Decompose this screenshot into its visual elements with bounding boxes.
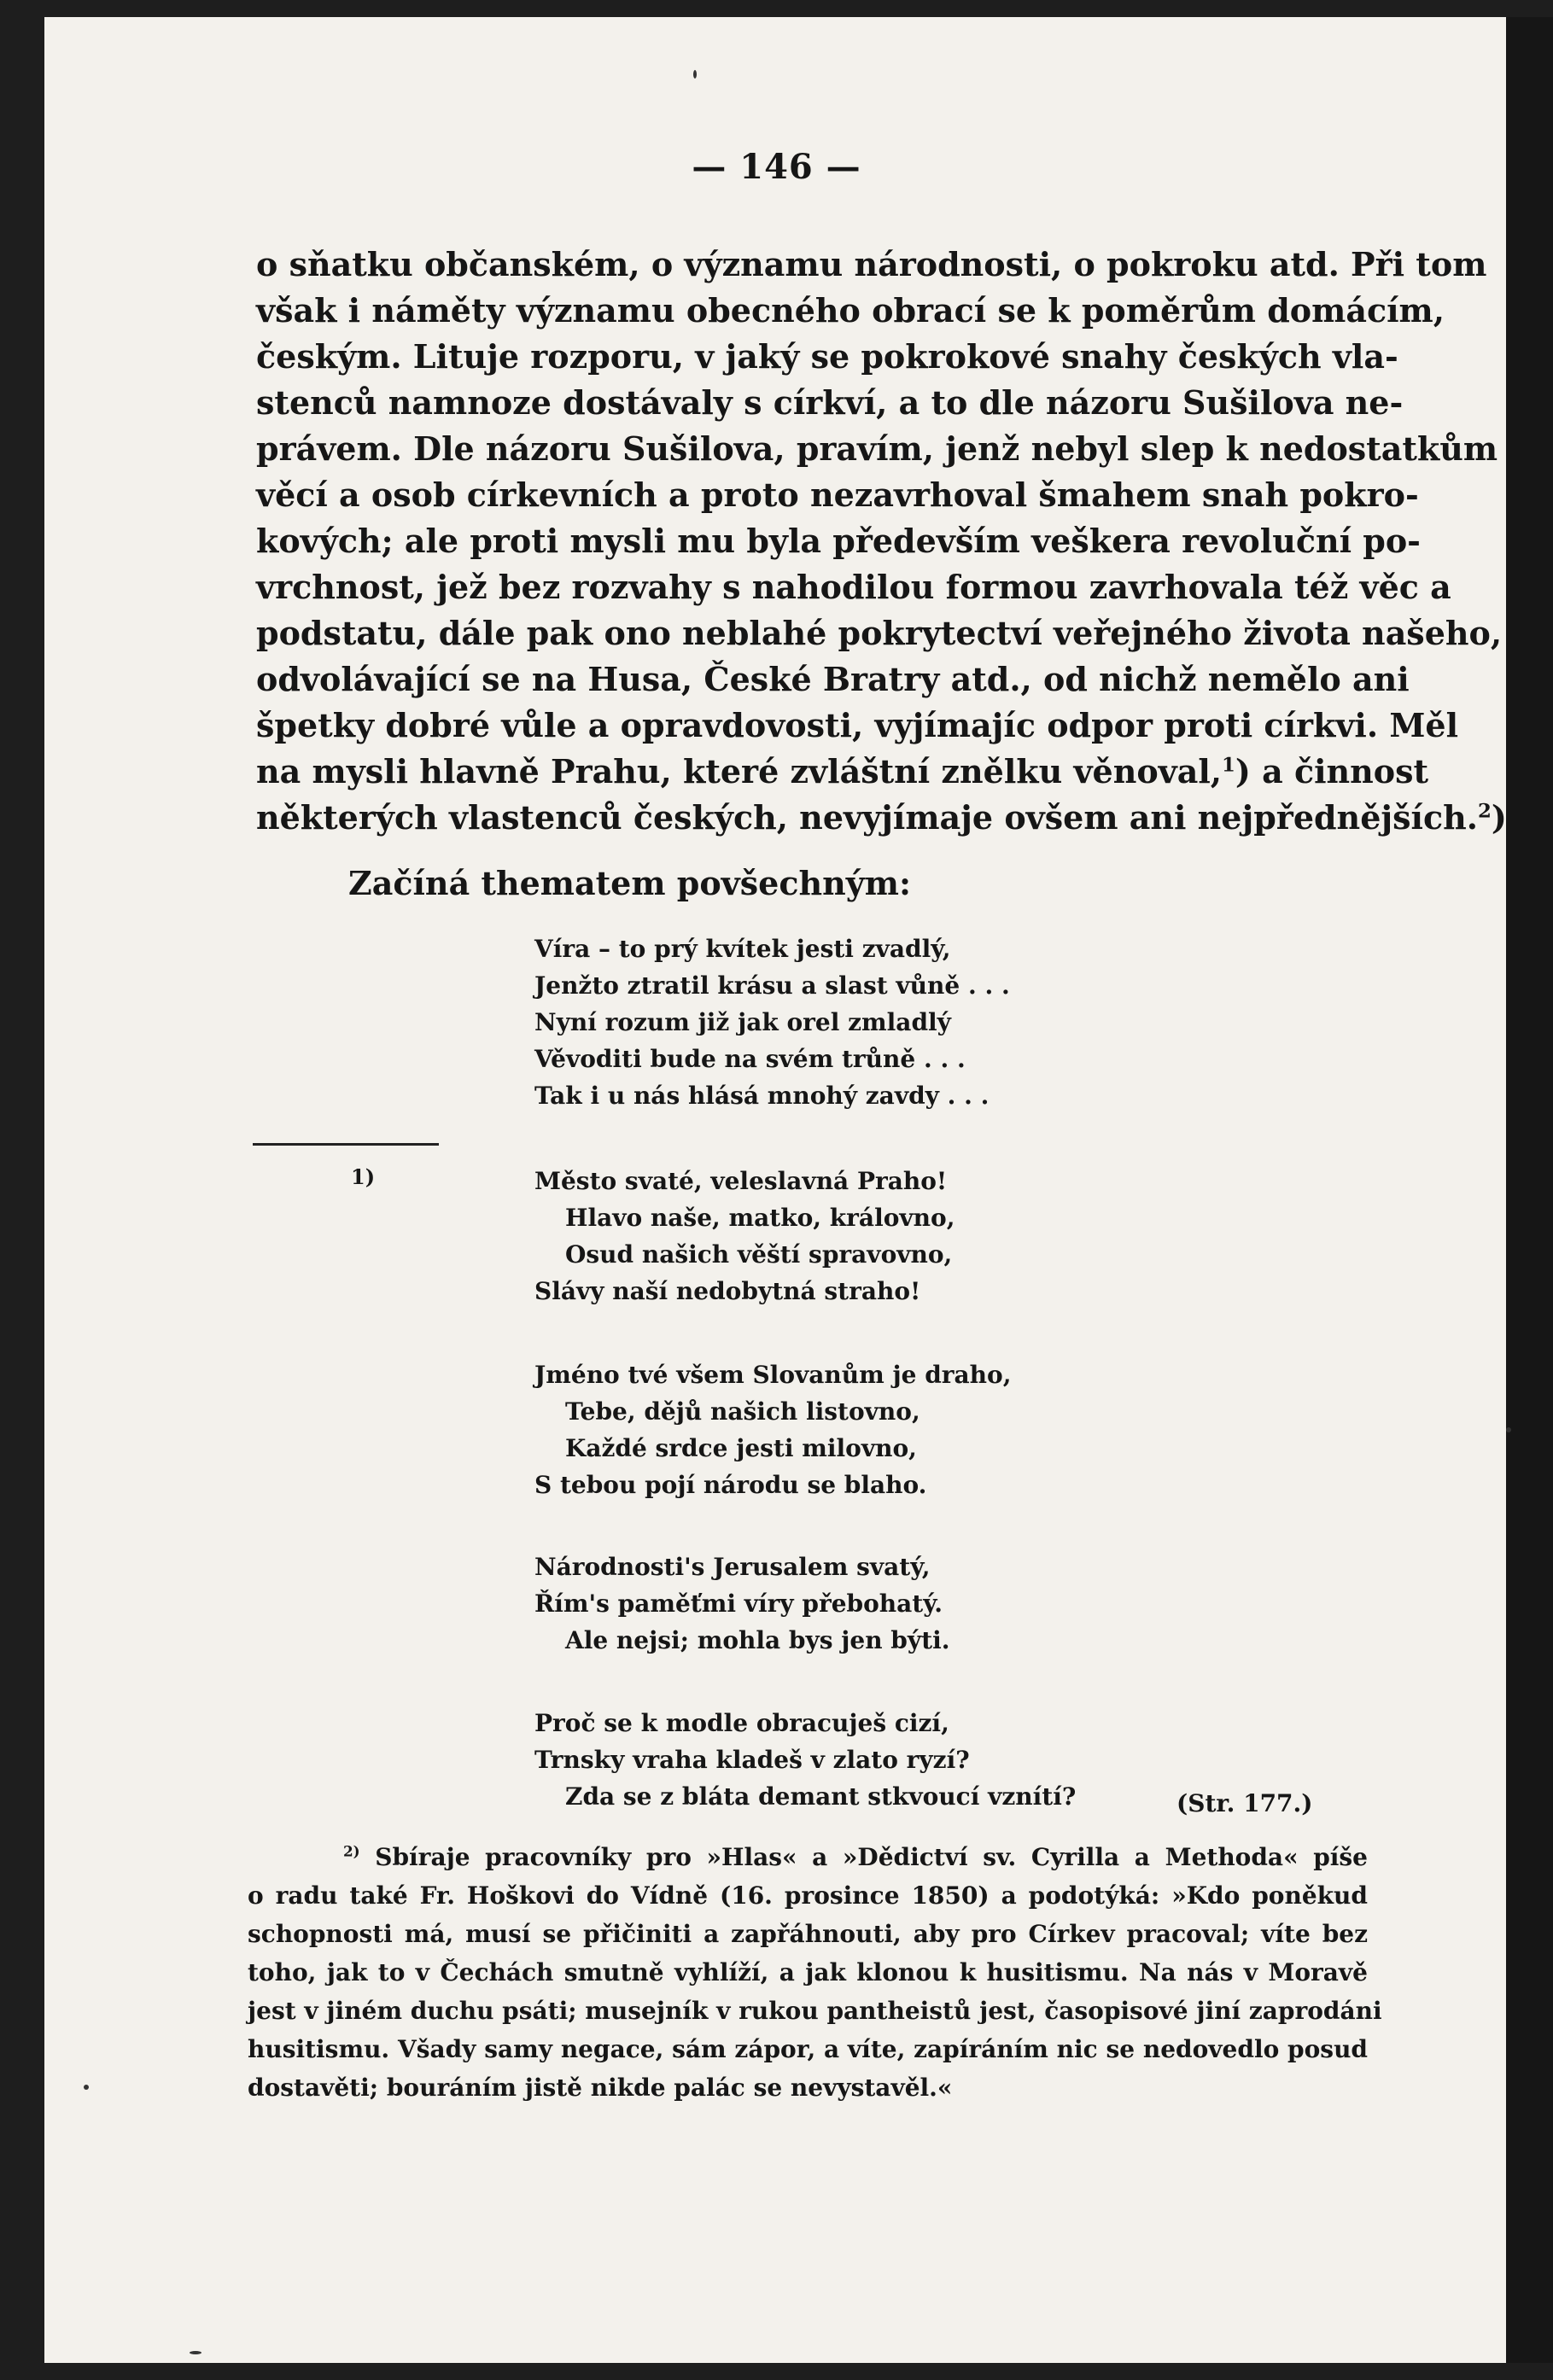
sonnet-stanza-3	[534, 1549, 949, 1659]
verse-line: Proč se k modle obracuješ cizí,	[534, 1709, 949, 1737]
text-line: stenců namnoze dostávaly s církví, a to dle názoru Sušilova ne-	[256, 383, 1404, 422]
verse-line: Slávy naší nedobytná straho!	[534, 1277, 921, 1305]
footnote-ref-1: 1	[1222, 754, 1235, 777]
text-line	[256, 795, 1507, 841]
text-line-content: některých vlastenců českých, nevyjímaje ovšem ani nejpřednějších.	[256, 798, 1478, 837]
footnote-2-marker: 2)	[343, 1842, 360, 1860]
verse-line: Město svaté, veleslavná Praho!	[534, 1167, 948, 1195]
poem-excerpt	[534, 930, 1010, 1114]
poem-intro: Začíná thematem povšechným:	[348, 864, 912, 902]
text-line: vrchnost, jež bez rozvahy s nahodilou formou zavrhovala též věc a	[256, 568, 1451, 606]
text-line: českým. Lituje rozporu, v jaký se pokrokové snahy českých vla-	[256, 337, 1398, 376]
verse-line: Jméno tvé všem Slovanům je draho,	[534, 1361, 1012, 1389]
text-line: však i náměty významu obecného obrací se k poměrům domácím,	[256, 291, 1445, 330]
verse-line: S tebou pojí národu se blaho.	[534, 1471, 927, 1499]
footnote-line	[248, 1838, 1368, 1876]
verse-line: Tebe, dějů našich listovno,	[565, 1397, 920, 1426]
scan-speck	[693, 70, 697, 79]
source-reference: (Str. 177.)	[1176, 1789, 1313, 1817]
verse-line: Jenžto ztratil krásu a slast vůně . . .	[534, 971, 1010, 1000]
footnote-2	[248, 1838, 1382, 2107]
scan-speck	[84, 2085, 89, 2090]
footnote-line: dostavěti; bouráním jistě nikde palác se nevystavěl.«	[248, 2074, 953, 2102]
footnote-line-content: Sbíraje pracovníky pro »Hlas« a »Dědictví sv. Cyrilla a Methoda« píše	[375, 1843, 1368, 1871]
text-line-tail: ) a činnost	[1235, 752, 1429, 790]
footnote-1-marker: 1)	[351, 1164, 376, 1189]
text-line: o sňatku občanském, o významu národnosti, o pokroku atd. Při tom	[256, 245, 1487, 283]
text-line	[256, 749, 1429, 795]
verse-line: Národnosti's Jerusalem svatý,	[534, 1553, 931, 1581]
text-line-tail: )	[1491, 798, 1507, 837]
text-line: kových; ale proti mysli mu byla především veškera revoluční po-	[256, 522, 1421, 560]
text-line: podstatu, dále pak ono neblahé pokrytectví veřejného života našeho,	[256, 614, 1503, 652]
verse-line: Osud našich věští spravovno,	[565, 1240, 953, 1269]
sonnet-stanza-4	[534, 1705, 1076, 1815]
footnote-ref-2: 2	[1477, 800, 1492, 823]
verse-line: Věvoditi bude na svém trůně . . .	[534, 1045, 966, 1073]
footnote-line: jest v jiném duchu psáti; musejník v rukou pantheistů jest, časopisové jiní zaprodáni	[248, 1997, 1382, 2025]
scan-speck	[1506, 1427, 1511, 1432]
verse-line: Víra – to prý kvítek jesti zvadlý,	[534, 935, 951, 963]
verse-line: Hlavo naše, matko, královno,	[565, 1204, 955, 1232]
text-line: právem. Dle názoru Sušilova, pravím, jenž nebyl slep k nedostatkům	[256, 429, 1498, 468]
footnote-line: toho, jak to v Čechách smutně vyhlíží, a jak klonou k husitismu. Na nás v Moravě	[248, 1958, 1368, 1986]
footnote-line: schopnosti má, musí se přičiniti a zapřáhnouti, aby pro Církev pracoval; víte bez	[248, 1920, 1368, 1948]
scan-edge	[1506, 17, 1553, 2363]
main-paragraph	[256, 242, 1507, 841]
text-line-content: na mysli hlavně Prahu, které zvláštní znělku věnoval,	[256, 752, 1223, 790]
footnote-line: husitismu. Všady samy negace, sám zápor, a víte, zapíráním nic se nedovedlo posud	[248, 2035, 1368, 2063]
page-number: — 146 —	[692, 147, 861, 187]
sonnet-stanza-1	[534, 1163, 955, 1310]
footnote-divider	[253, 1143, 439, 1146]
text-line: špetky dobré vůle a opravdovosti, vyjímajíc odpor proti církvi. Měl	[256, 706, 1459, 744]
verse-line: Každé srdce jesti milovno,	[565, 1434, 917, 1462]
verse-line: Trnsky vraha kladeš v zlato ryzí?	[534, 1746, 970, 1774]
verse-line: Ale nejsi; mohla bys jen býti.	[565, 1626, 950, 1654]
text-line: odvolávající se na Husa, České Bratry atd., od nichž nemělo ani	[256, 660, 1410, 698]
verse-line: Zda se z bláta demant stkvoucí vznítí?	[565, 1782, 1077, 1811]
verse-line: Tak i u nás hlásá mnohý zavdy . . .	[534, 1082, 990, 1110]
footnote-line: o radu také Fr. Hoškovi do Vídně (16. prosince 1850) a podotýká: »Kdo poněkud	[248, 1881, 1368, 1910]
verse-line: Nyní rozum již jak orel zmladlý	[534, 1008, 951, 1036]
text-line: věcí a osob církevních a proto nezavrhoval šmahem snah pokro-	[256, 475, 1419, 514]
verse-line: Řím's paměťmi víry přebohatý.	[534, 1590, 943, 1618]
sonnet-stanza-2	[534, 1356, 1011, 1503]
scan-speck	[190, 2351, 201, 2354]
